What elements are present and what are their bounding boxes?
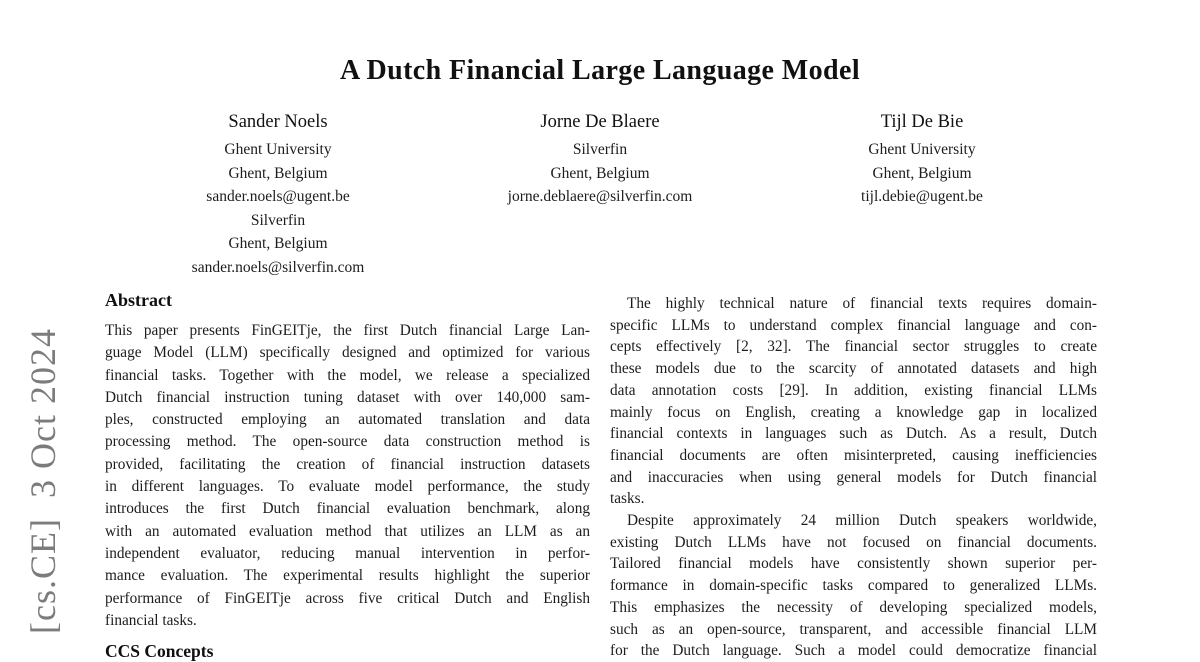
author-affiliation: Ghent University <box>224 141 332 158</box>
author-email[interactable]: sander.noels@ugent.be <box>206 188 350 206</box>
abstract-body <box>105 320 590 632</box>
author-email[interactable]: sander.noels@silverfin.com <box>191 258 365 276</box>
text-line: processing method. The open-source data construction method is <box>105 433 590 451</box>
author-affiliation: Ghent, Belgium <box>872 164 972 182</box>
text-line: independent evaluator, reducing manual intervention in perfor- <box>105 544 590 562</box>
text-line: formance in domain-specific tasks compared to generalized LLMs. <box>610 577 1097 595</box>
text-line: guage Model (LLM) specifically designed and optimized for various <box>105 344 590 362</box>
text-line: provided, facilitating the creation of financial instruction datasets <box>105 455 590 473</box>
author-affiliations <box>439 138 761 209</box>
author-affiliations <box>117 138 439 280</box>
author-block-row <box>117 110 1083 280</box>
text-line: mainly focus on English, creating a knowledge gap in localized <box>610 403 1097 421</box>
text-line: Despite approximately 24 million Dutch speakers worldwide, <box>627 512 1097 530</box>
author-name: Sander Noels <box>228 112 328 132</box>
author-affiliation: Ghent, Belgium <box>550 164 650 182</box>
text-line: with an automated evaluation method that utilizes an LLM as an <box>105 522 590 540</box>
paper-title: A Dutch Financial Large Language Model <box>340 55 860 86</box>
text-line: financial tasks. <box>105 611 197 629</box>
author-block <box>117 110 439 280</box>
text-line: financial tasks. Together with the model, we release a specialized <box>105 366 590 384</box>
text-line: specific LLMs to understand complex financial language and con- <box>610 316 1097 334</box>
text-line: data annotation costs [29]. In addition, existing financial LLMs <box>610 381 1097 399</box>
author-block <box>761 110 1083 280</box>
text-line: and inaccuracies when using general models for Dutch financial <box>610 468 1097 486</box>
ccs-concepts-heading: CCS Concepts <box>105 641 214 662</box>
text-line: This paper presents FinGEITje, the first Dutch financial Large Lan- <box>105 322 590 339</box>
abstract-heading: Abstract <box>105 290 172 310</box>
left-column <box>105 290 590 662</box>
text-line: cepts effectively [2, 32]. The financial sector struggles to create <box>610 338 1097 356</box>
text-line: these models due to the scarcity of annotated datasets and high <box>610 360 1097 378</box>
text-line: in different languages. To evaluate model performance, the study <box>105 478 590 496</box>
author-name: Tijl De Bie <box>880 112 964 132</box>
text-line: tasks. <box>610 490 645 508</box>
right-column <box>610 293 1097 662</box>
author-email[interactable]: jorne.deblaere@silverfin.com <box>507 188 693 206</box>
text-line: ples, constructed employing an automated translation and data <box>105 411 590 429</box>
author-affiliations <box>761 138 1083 209</box>
text-line: financial contexts in languages such as Dutch. As a result, Dutch <box>610 425 1097 443</box>
arxiv-stamp: [cs.CE] 3 Oct 2024 <box>23 328 63 634</box>
author-block <box>439 110 761 280</box>
author-name: Jorne De Blaere <box>540 112 660 132</box>
text-line: financial documents are often misinterpreted, causing inefficiencies <box>610 446 1097 464</box>
text-line: existing Dutch LLMs have not focused on financial documents. <box>610 533 1097 551</box>
text-line: introduces the first Dutch financial evaluation benchmark, along <box>105 500 590 518</box>
author-affiliation: Silverfin <box>250 211 306 229</box>
text-line: This emphasizes the necessity of developing specialized models, <box>610 598 1097 616</box>
text-line: Tailored financial models have consistently shown superior per- <box>610 555 1097 573</box>
author-affiliation: Ghent, Belgium <box>228 235 328 253</box>
author-affiliation: Silverfin <box>572 141 628 158</box>
text-line: for the Dutch language. Such a model could democratize financial <box>610 642 1097 660</box>
introduction-body <box>610 293 1097 662</box>
author-affiliation: Ghent University <box>868 141 976 158</box>
text-line: Dutch financial instruction tuning dataset with over 140,000 sam- <box>105 388 590 406</box>
text-line: such as an open-source, transparent, and accessible financial LLM <box>610 620 1097 638</box>
text-line: The highly technical nature of financial texts requires domain- <box>627 295 1097 312</box>
author-affiliation: Ghent, Belgium <box>228 164 328 182</box>
text-line: performance of FinGEITje across five critical Dutch and English <box>105 589 590 607</box>
text-line: mance evaluation. The experimental results highlight the superior <box>105 567 590 585</box>
author-email[interactable]: tijl.debie@ugent.be <box>861 188 983 206</box>
